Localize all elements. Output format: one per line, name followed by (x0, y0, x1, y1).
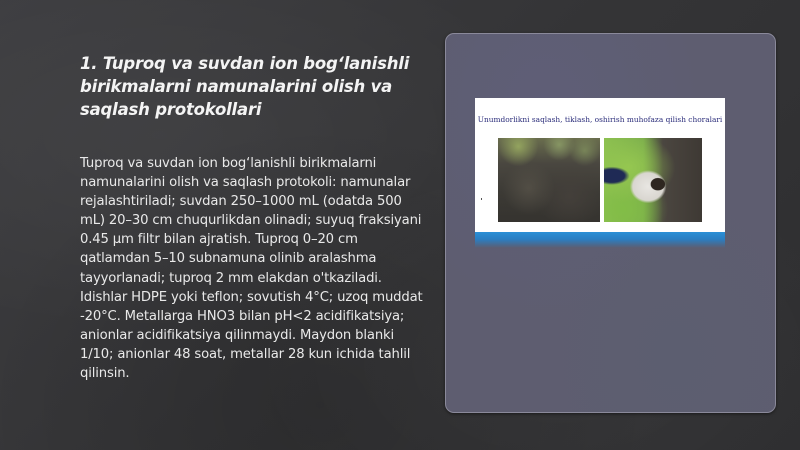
embedded-slide-image (475, 98, 725, 248)
embedded-slide-title: Unumdorlikni saqlash, tiklash, oshirish muhofaza qilish choralari (477, 115, 723, 124)
soil-surface-photo (498, 138, 600, 222)
hand-holding-soil-photo (604, 138, 702, 222)
slide-body-text: Tuproq va suvdan ion bog‘lanishli birikmalarni namunalarini olish va saqlash protokoli: namunalar rejalashtiriladi; suvdan 250–1000 mL (odatda 500 mL) 20–30 cm chuqurlikdan olinadi; suyuq fraksiyani 0.45 µm filtr bilan ajratish. Tuproq 0–20 cm qatlamdan 5–10 subnamuna olinib aralashma tayyorlanadi; tuproq 2 mm elakdan o'tkaziladi. Idishlar HDPE yoki teflon; sovutish 4°C; uzoq muddat -20°C. Metallarga HNO3 bilan pH<2 acidifikatsiya; anionlar acidifikatsiya qilinmaydi. Maydon blanki 1/10; anionlar 48 soat, metallar 28 kun ichida tahlil qilinsin. (80, 156, 423, 382)
embedded-slide-mark (481, 198, 482, 200)
embedded-slide-footer-bar (475, 232, 725, 248)
slide-title: 1. Tuproq va suvdan ion bog‘lanishli birikmalarni namunalarini olish va saqlash protokollari (80, 54, 410, 119)
